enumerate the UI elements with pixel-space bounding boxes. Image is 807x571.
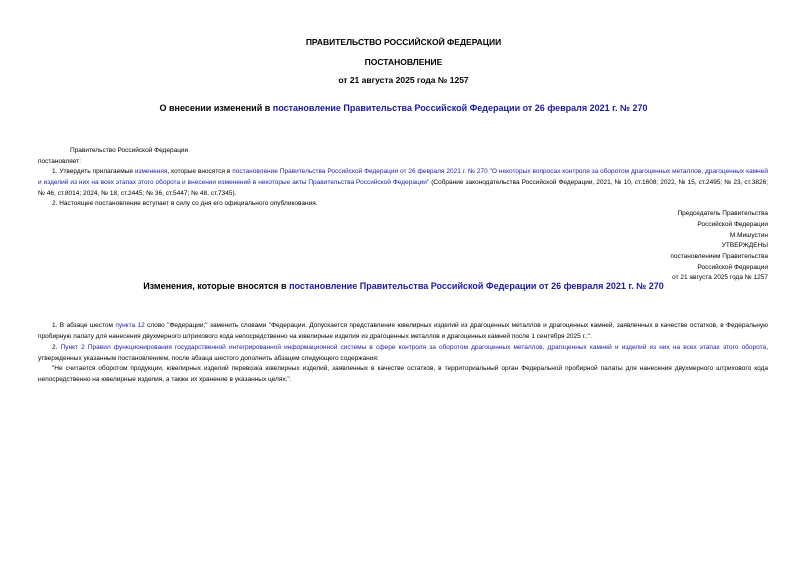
item1-text-b: , которые вносятся в [167, 168, 233, 175]
point-12-link[interactable]: пункта 12 [115, 322, 145, 329]
changes-link[interactable]: изменения [134, 168, 168, 175]
item1-text-c: (Собрание законодательства Российской Федерации, 2021, № 10, ст.1608; 2022, № 15, ст.2495; № 23, ст.3826; № 46, ст.8014; 2024, № 18, ст.2445; № 36, ст.5447; № 48, ст.7345). [38, 179, 768, 197]
change-item-2 [38, 342, 768, 364]
change-item-1 [38, 320, 768, 342]
signature-position-1: Председатель Правительства [677, 210, 768, 217]
approval-line-3: Российской Федерации [697, 264, 768, 271]
signature-name: М.Мишустин [729, 232, 768, 239]
approval-line-1: УТВЕРЖДЕНЫ [721, 242, 768, 249]
intro-line-2: постановляет: [38, 158, 81, 165]
resolution-item-2: 2. Настоящее постановление вступает в силу со дня его официального опубликования. [52, 200, 318, 207]
changes-title [0, 281, 807, 291]
change1-text-a: 1. В абзаце шестом [52, 322, 116, 329]
changes-title-link[interactable]: постановление Правительства Российской Федерации от 26 февраля 2021 г. № 270 [289, 281, 664, 291]
approval-line-2: постановлением Правительства [670, 253, 768, 260]
change2-number: 2. [52, 344, 61, 351]
document-title-link[interactable]: постановление Правительства Российской Федерации от 26 февраля 2021 г. № 270 [272, 103, 648, 113]
document-title-text: О внесении изменений в [159, 103, 273, 113]
resolution-item-1 [38, 166, 768, 199]
approval-line-4: от 21 августа 2025 года № 1257 [672, 274, 768, 281]
rules-point-2-link[interactable]: Пункт 2 Правил функционирования государственной интегрированной информационной системы в сфере контроля за оборотом драгоценных металлов, драгоценных камней и изделий из них на всех этапах этого оборота [60, 344, 767, 351]
document-title [0, 103, 807, 113]
resolution-270-link[interactable]: постановление Правительства Российской Федерации от 26 февраля 2021 г. № 270 "О некоторых вопросах контроля за оборотом драгоценных металлов, драгоценных камней и изделий из них на всех этапах этого оборота и внесении изменений в некоторые акты Правительства Российской Федерации" [38, 168, 768, 186]
intro-line-1: Правительство Российской Федерации [70, 147, 189, 154]
changes-title-text: Изменения, которые вносятся в [143, 281, 290, 291]
change2-text-b: , утвержденных указанным постановлением, после абзаца шестого дополнить абзацем следующего содержания: [38, 344, 768, 362]
change-quote: "Не считается оборотом продукции, ювелирных изделий перевозка ювелирных изделий, заявленных в качестве остатков, в территориальный орган Федеральной пробирной палаты для нанесения двухмерного штрихового кода непосредственно на ювелирные изделия, а также их хранение в указанных целях.". [38, 365, 768, 383]
change1-text-b: слово "Федерации;" заменить словами "Федерации. Допускается представление ювелирных изделий из драгоценных металлов и драгоценных камней, заявленных в качестве остатков, в Федеральную пробирную палату для нанесения двухмерного штрихового кода непосредственно на ювелирные изделия из драгоценных металлов и драгоценных камней после 1 сентября 2025 г.;". [38, 322, 768, 340]
signature-position-2: Российской Федерации [697, 221, 768, 228]
document-type: ПОСТАНОВЛЕНИЕ [364, 57, 443, 67]
government-heading: ПРАВИТЕЛЬСТВО РОССИЙСКОЙ ФЕДЕРАЦИИ [305, 37, 502, 47]
item1-text-a: 1. Утвердить прилагаемые [52, 168, 135, 175]
document-date-number: от 21 августа 2025 года № 1257 [338, 75, 469, 85]
